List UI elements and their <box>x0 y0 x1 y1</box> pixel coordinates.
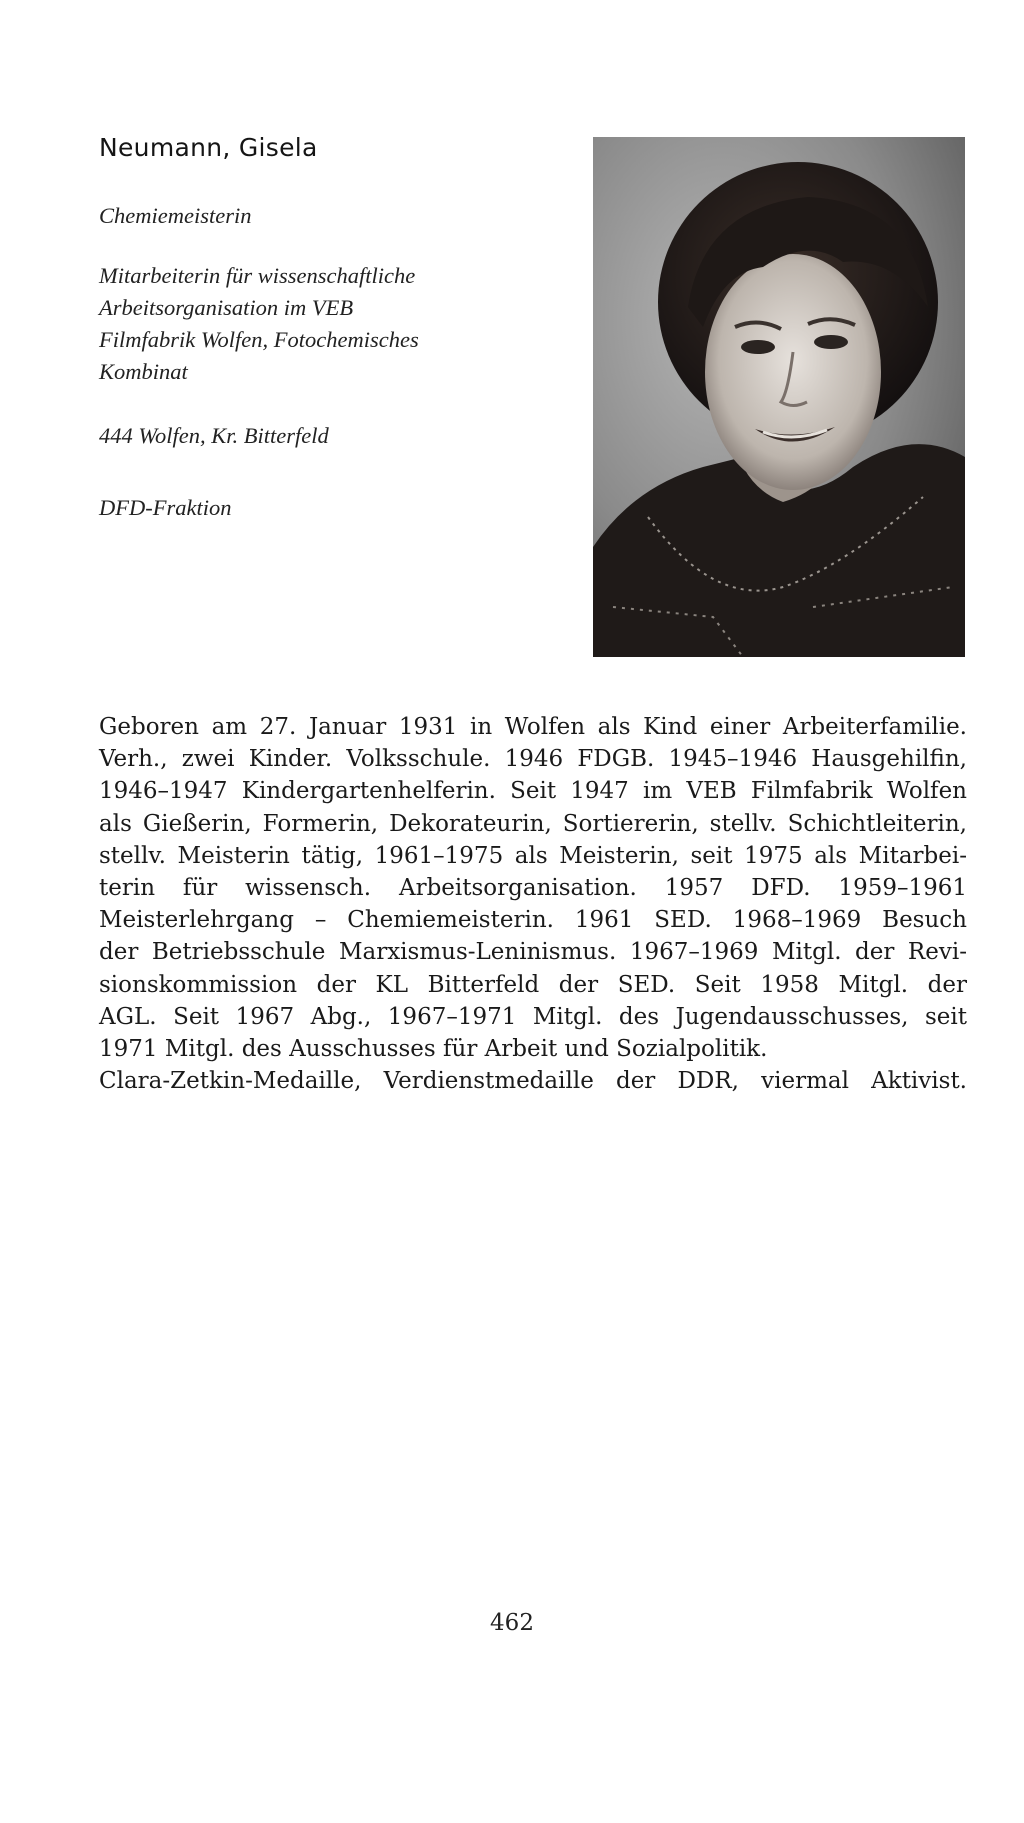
page-number: 462 <box>490 1610 534 1636</box>
biography-line: 1946–1947 Kindergartenhelferin. Seit 1947 im VEB Filmfabrik Wolfen <box>99 778 967 805</box>
biography <box>99 711 967 1097</box>
biography-line: terin für wissensch. Arbeitsorganisation. 1957 DFD. 1959–1961 <box>99 875 967 902</box>
biography-line: Geboren am 27. Januar 1931 in Wolfen als Kind einer Arbeiterfamilie. <box>99 714 967 740</box>
portrait-photo <box>593 137 965 657</box>
entry-position <box>99 260 579 388</box>
biography-line: Meisterlehrgang – Chemiemeisterin. 1961 SED. 1968–1969 Besuch <box>99 907 967 934</box>
biography-line: AGL. Seit 1967 Abg., 1967–1971 Mitgl. des Jugendausschusses, seit <box>99 1003 967 1030</box>
entry-address: 444 Wolfen, Kr. Bitterfeld <box>99 423 329 448</box>
biography-line: sionskommission der KL Bitterfeld der SED. Seit 1958 Mitgl. der <box>99 971 967 998</box>
biography-line: Clara-Zetkin-Medaille, Verdienstmedaille der DDR, viermal Aktivist. <box>99 1068 967 1095</box>
position-line: Kombinat <box>99 359 188 384</box>
biography-line: der Betriebsschule Marxismus-Leninismus. 1967–1969 Mitgl. der Revi- <box>99 939 967 966</box>
position-line: Arbeitsorganisation im VEB <box>99 295 354 320</box>
position-line: Mitarbeiterin für wissenschaftliche <box>99 263 416 288</box>
position-line: Filmfabrik Wolfen, Fotochemisches <box>99 327 419 352</box>
biography-line: 1971 Mitgl. des Ausschusses für Arbeit und Sozialpolitik. <box>99 1036 768 1063</box>
entry-faction: DFD-Fraktion <box>99 495 232 520</box>
biography-line: Verh., zwei Kinder. Volksschule. 1946 FDGB. 1945–1946 Hausgehilfin, <box>99 746 967 773</box>
biography-line: stellv. Meisterin tätig, 1961–1975 als Meisterin, seit 1975 als Mitarbei- <box>99 842 967 869</box>
portrait-photo-icon <box>593 137 965 657</box>
entry-name: Neumann, Gisela <box>99 133 318 162</box>
entry-profession: Chemiemeisterin <box>99 203 252 228</box>
biography-line: als Gießerin, Formerin, Dekorateurin, Sortiererin, stellv. Schichtleiterin, <box>99 810 967 837</box>
